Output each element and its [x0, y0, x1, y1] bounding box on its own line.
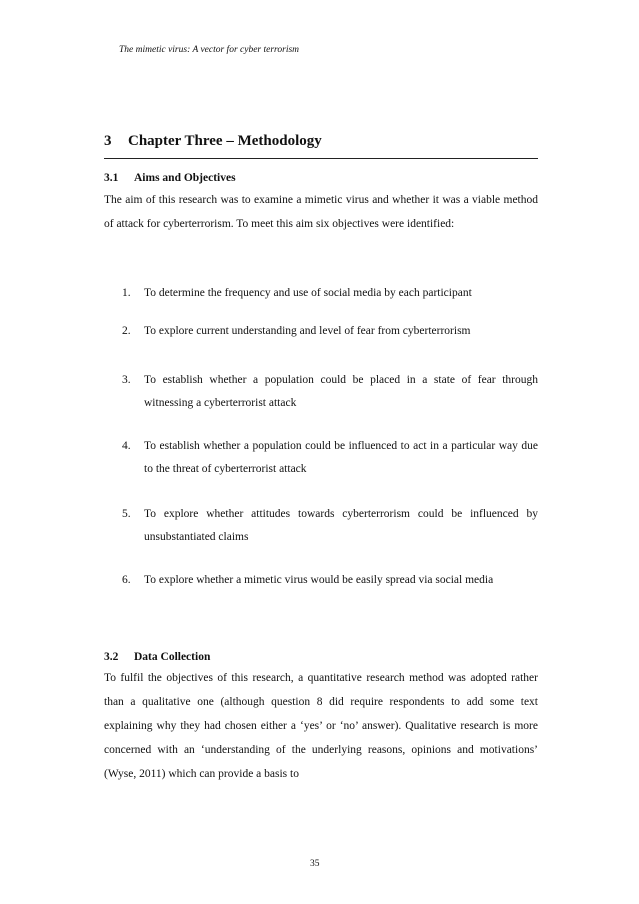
chapter-title: Chapter Three – Methodology — [128, 133, 322, 149]
objective-item — [122, 569, 538, 592]
page-number: 35 — [310, 859, 320, 869]
objective-item — [122, 320, 538, 343]
objective-item — [122, 503, 538, 549]
objective-number: 2. — [122, 325, 131, 337]
objective-text: To establish whether a population could be influenced to act in a particular way due to the threat of cyberterrorist attack — [144, 440, 538, 475]
objective-text: To establish whether a population could be placed in a state of fear through witnessing a cyberterrorist attack — [144, 374, 538, 409]
section-heading-data-collection — [104, 651, 210, 663]
chapter-heading — [104, 133, 538, 150]
section-heading-aims — [104, 172, 236, 184]
objective-item — [122, 369, 538, 415]
objective-item — [122, 282, 538, 305]
running-header: The mimetic virus: A vector for cyber terrorism — [119, 45, 300, 55]
objective-number: 4. — [122, 440, 131, 452]
aims-intro-paragraph: The aim of this research was to examine a mimetic virus and whether it was a viable method of attack for cyberterrorism. To meet this aim six objectives were identified: — [104, 194, 538, 230]
objective-text: To explore whether attitudes towards cyberterrorism could be influenced by unsubstantiated claims — [144, 508, 538, 543]
objective-text: To determine the frequency and use of social media by each participant — [144, 287, 472, 299]
section-title: Aims and Objectives — [134, 172, 236, 184]
objective-text: To explore whether a mimetic virus would be easily spread via social media — [144, 574, 494, 586]
section-number: 3.1 — [104, 172, 119, 184]
objective-item — [122, 435, 538, 481]
chapter-divider — [104, 158, 538, 159]
objective-number: 1. — [122, 287, 131, 299]
chapter-number: 3 — [104, 133, 112, 149]
data-collection-paragraph: To fulfil the objectives of this research, a quantitative research method was adopted rather than a qualitative one (although question 8 did require respondents to add some text explaining why they had chosen either a ‘yes’ or ‘no’ answer). Qualitative research is more concerned with an ‘understanding of the underlying reasons, opinions and motivations’ (Wyse, 2011) which can provide a basis to — [104, 672, 538, 780]
objective-number: 6. — [122, 574, 131, 586]
objective-text: To explore current understanding and level of fear from cyberterrorism — [144, 325, 471, 337]
objective-number: 3. — [122, 374, 131, 386]
section-title: Data Collection — [134, 651, 211, 663]
objective-number: 5. — [122, 508, 131, 520]
section-number: 3.2 — [104, 651, 119, 663]
